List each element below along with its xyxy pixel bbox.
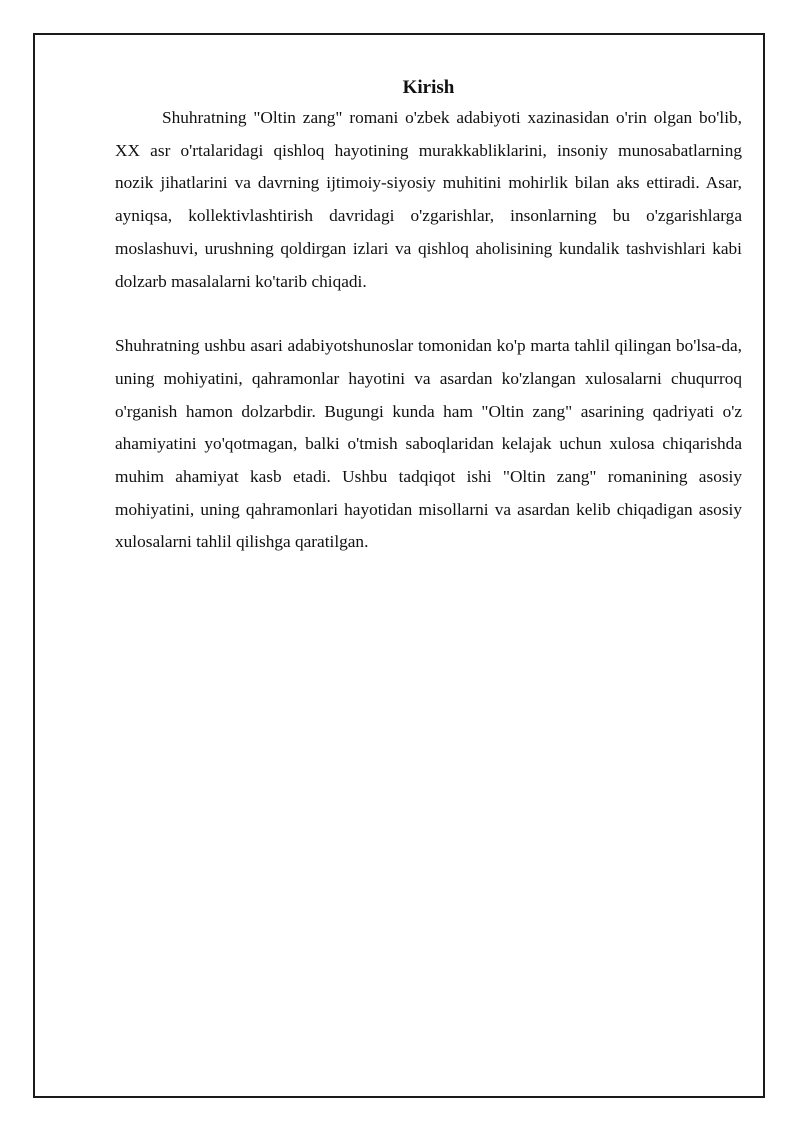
section-title: Kirish xyxy=(402,77,455,98)
paragraph-1: Shuhratning "Oltin zang" romani o'zbek adabiyoti xazinasidan o'rin olgan bo'lib, XX asr o'rtalaridagi qishloq hayotining murakkabliklarini, insoniy munosabatlarning nozik jihatlarini va davrning ijtimoiy-siyosiy muhitini mohirlik bilan aks ettiradi. Asar, ayniqsa, kollektivlashtirish davridagi o'zgarishlar, insonlarning bu o'zgarishlarga moslashuvi, urushning qoldirgan izlari va qishloq aholisining kundalik tashvishlari kabi dolzarb masalalarni ko'tarib chiqadi. xyxy=(115,108,742,291)
paragraph-2: Shuhratning ushbu asari adabiyotshunoslar tomonidan ko'p marta tahlil qilingan bo'lsa-da, uning mohiyatini, qahramonlar hayotini va asardan ko'zlangan xulosalarni chuqurroq o'rganish hamon dolzarbdir. Bugungi kunda ham "Oltin zang" asarining qadriyati o'z ahamiyatini yo'qotmagan, balki o'tmish saboqlaridan kelajak uchun xulosa chiqarishda muhim ahamiyat kasb etadi. Ushbu tadqiqot ishi "Oltin zang" romanining asosiy mohiyatini, uning qahramonlari hayotidan misollarni va asardan kelib chiqadigan asosiy xulosalarni tahlil qilishga qaratilgan. xyxy=(115,336,742,552)
document-body xyxy=(115,76,742,559)
paragraph-spacer xyxy=(115,298,742,330)
